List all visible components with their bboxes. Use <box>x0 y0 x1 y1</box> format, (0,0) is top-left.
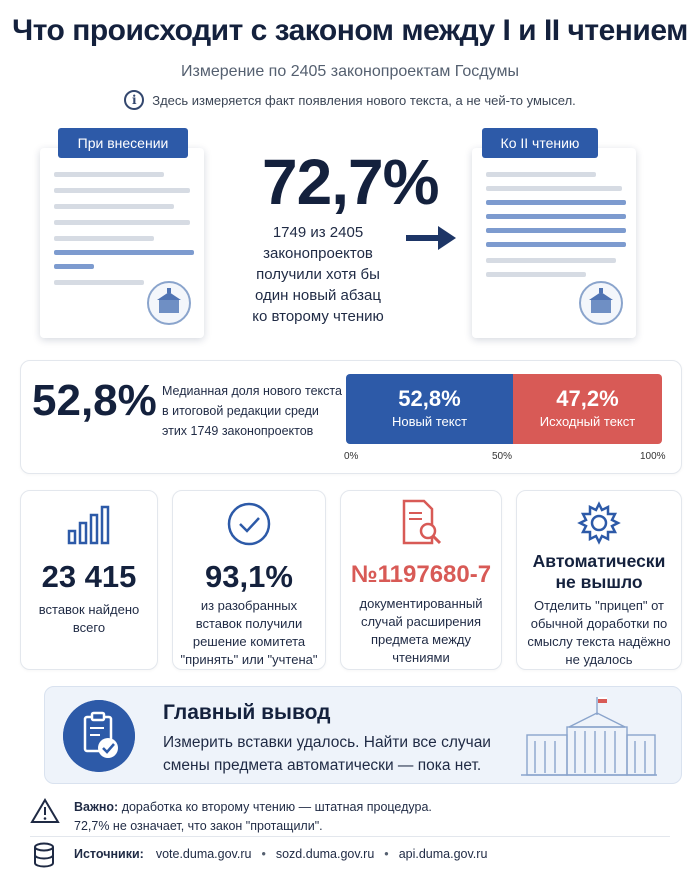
tick-100: 100% <box>640 451 666 462</box>
stat-card-committee <box>172 490 326 670</box>
stat-value-automatic: Автоматически не вышло <box>532 551 666 592</box>
info-note-text: Здесь измеряется факт появления нового текста, а не чей-то умысел. <box>152 92 576 108</box>
document-initial-illustration <box>40 148 204 338</box>
footer-divider <box>30 836 670 837</box>
median-description: Медианная доля нового текста в итоговой редакции среди этих 1749 законопроектов <box>162 384 342 438</box>
source-link[interactable]: sozd.duma.gov.ru <box>275 847 375 861</box>
page-title: Что происходит с законом между I и II чтением <box>12 14 688 47</box>
warning-icon <box>30 798 60 824</box>
stat-value-committee: 93,1% <box>205 559 293 594</box>
stat-card-automatic <box>516 490 682 670</box>
document-initial-label: При внесении <box>58 128 188 158</box>
stat-desc-committee: из разобранных вставок получили решение комитета "принять" или "учтена" <box>180 598 318 667</box>
median-percent: 52,8% <box>32 376 157 425</box>
check-circle-icon <box>226 501 272 547</box>
conclusion-panel <box>44 686 682 784</box>
hero-percent: 72,7% <box>262 146 439 218</box>
info-note <box>0 90 700 110</box>
hero-description: 1749 из 2405 законопроектов получили хотя бы один новый абзац ко второму чтению <box>252 224 384 325</box>
stat-value-case: №1197680-7 <box>350 561 492 588</box>
document-second-reading-illustration <box>472 148 636 338</box>
bar-old-text: 47,2% Исходный текст <box>513 374 662 444</box>
gear-icon <box>577 501 621 545</box>
stat-card-case <box>340 490 502 670</box>
duma-building-icon <box>519 693 659 779</box>
document-second-reading-label: Ко II чтению <box>482 128 598 158</box>
stat-value-insertions: 23 415 <box>41 559 137 594</box>
sources: Источники: vote.duma.gov.ru • sozd.duma.gov.ru • api.duma.gov.ru <box>74 847 488 861</box>
database-icon <box>32 842 56 868</box>
stat-desc-case: документированный случай расширения предмета между чтениями <box>359 596 483 665</box>
conclusion-text: Измерить вставки удалось. Найти все случаи смены предмета автоматически — пока нет. <box>163 734 491 774</box>
separator: • <box>384 847 389 861</box>
tick-50: 50% <box>492 451 513 462</box>
bar-chart-icon <box>67 505 111 545</box>
page-subtitle: Измерение по 2405 законопроектам Госдумы <box>181 63 519 80</box>
bar-new-text: 52,8% Новый текст <box>346 374 513 444</box>
conclusion-title: Главный вывод <box>163 701 331 724</box>
document-search-icon <box>398 499 444 549</box>
duma-seal-icon <box>578 280 624 326</box>
stat-card-insertions <box>20 490 158 670</box>
stat-desc-automatic: Отделить "прицеп" от обычной доработки по смыслу текста надёжно не удалось <box>527 598 671 667</box>
important-note: Важно: доработка ко второму чтению — штатная процедура. 72,7% не означает, что закон "протащили". <box>74 800 432 833</box>
source-link[interactable]: api.duma.gov.ru <box>398 847 488 861</box>
source-link[interactable]: vote.duma.gov.ru <box>155 847 252 861</box>
arrow-right-icon <box>406 224 458 252</box>
tick-0: 0% <box>344 451 359 462</box>
duma-seal-icon <box>146 280 192 326</box>
stat-desc-insertions: вставок найдено всего <box>38 602 140 635</box>
separator: • <box>261 847 266 861</box>
info-icon: i <box>124 90 144 110</box>
clipboard-check-icon <box>63 700 135 772</box>
